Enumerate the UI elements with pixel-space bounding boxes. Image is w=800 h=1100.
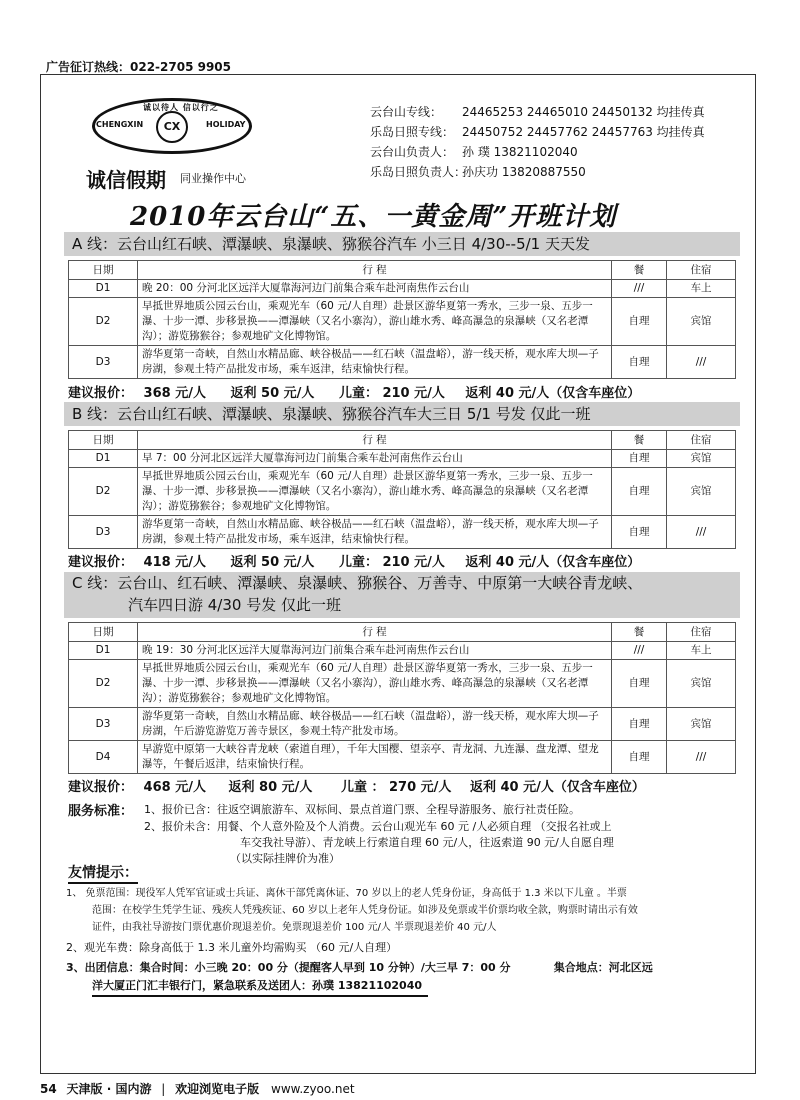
- contact-value: 24465253 24465010 24450132 均挂传真: [462, 105, 705, 119]
- table-row: [69, 298, 736, 346]
- adult-price: 468 元/人: [143, 780, 206, 795]
- table-row: [69, 280, 736, 298]
- itinerary-cell: 晚 19：30 分河北区远洋大厦靠海河边门前集合乘车赴河南焦作云台山: [138, 642, 612, 660]
- stay-cell: ///: [667, 346, 736, 379]
- tip-free-ticket: 1、 免票范围：现役军人凭军官证或士兵证、离休干部凭离休证、70 岁以上的老人凭身份证，身高低于 1.3 米以下儿童 。半票: [66, 888, 627, 899]
- meal-cell: ///: [612, 642, 667, 660]
- itinerary-cell: 游华夏第一奇峡，自然山水精品廊、峡谷极品——红石峡（温盘峪），游一线天桥，观水库大坝—子房湖，参观土特产品批发市场，乘车返津，结束愉快行程。: [138, 516, 612, 549]
- meal-cell: 自理: [612, 450, 667, 468]
- line-c-title: [64, 572, 740, 618]
- header-itinerary: 行 程: [138, 261, 612, 280]
- stay-cell: 宾馆: [667, 660, 736, 708]
- child-price: 儿童： 210 元/人: [338, 386, 445, 401]
- child-rebate: 返利 40 元/人（仅含车座位）: [465, 386, 641, 401]
- tip-contact-text: 洋大厦正门汇丰银行门，紧急联系及送团人：孙璞 13821102040: [92, 979, 423, 992]
- line-a-itinerary-table: [68, 260, 736, 379]
- page-footer: [40, 1080, 355, 1097]
- table-row: [69, 660, 736, 708]
- header-stay: 住宿: [667, 431, 736, 450]
- logo-seal-text: 诚以待人 信以行之: [143, 103, 219, 112]
- meal-cell: ///: [612, 280, 667, 298]
- line-b-price: [68, 551, 640, 570]
- meal-cell: 自理: [612, 741, 667, 774]
- line-c-itinerary-table: [68, 622, 736, 774]
- header-day: 日期: [69, 261, 138, 280]
- line-b-itinerary-table: [68, 430, 736, 549]
- day-cell: D2: [69, 468, 138, 516]
- contact-value: 24450752 24457762 24457763 均挂传真: [462, 125, 705, 139]
- contact-label: 乐岛日照负责人：: [370, 165, 467, 179]
- header-stay: 住宿: [667, 261, 736, 280]
- table-header-row: [69, 623, 736, 642]
- header-itinerary: 行 程: [138, 431, 612, 450]
- header-itinerary: 行 程: [138, 623, 612, 642]
- page-title-banner: 2010年云台山“五、一黄金周”开班计划: [130, 202, 617, 232]
- line-a-price: [68, 382, 640, 401]
- table-row: [69, 516, 736, 549]
- tip-half-ticket: 范围：在校学生凭学生证、残疾人凭残疾证、60 岁以上老年人凭身份证。如涉及免票或半价票均收全款，购票时请出示有效: [92, 905, 638, 916]
- child-price: 儿童 ： 270 元/人: [340, 780, 452, 795]
- stay-cell: 宾馆: [667, 298, 736, 346]
- meal-cell: 自理: [612, 468, 667, 516]
- contact-value: 孙庆功 13820887550: [462, 165, 586, 179]
- tip-departure-time: 3、出团信息：集合时间：小三晚 20：00 分（提醒客人早到 10 分钟）/大三早 7：00 分: [66, 961, 511, 974]
- tips-title: 友情提示：: [68, 862, 138, 884]
- day-cell: D3: [69, 516, 138, 549]
- table-header-row: [69, 261, 736, 280]
- tip-contact: [92, 978, 428, 997]
- contact-value: 孙 璞 13821102040: [462, 145, 578, 159]
- contact-row: [370, 122, 705, 142]
- child-rebate: 返利 40 元/人（仅含车座位）: [465, 555, 641, 570]
- table-row: [69, 346, 736, 379]
- price-label: 建议报价：: [68, 555, 134, 570]
- service-included: 1、报价已含：往返空调旅游车、双标间、景点首道门票、全程导游服务、旅行社责任险。: [144, 803, 580, 816]
- tip-refund: 证件，由我社导游按门票优惠价现退差价。免票现退差价 100 元/人 半票现退差价 40 元/人: [92, 922, 497, 933]
- footer-divider: |: [161, 1082, 166, 1096]
- itinerary-cell: 晚 20：00 分河北区远洋大厦靠海河边门前集合乘车赴河南焦作云台山: [138, 280, 612, 298]
- contact-row: [370, 102, 705, 122]
- line-c-title-line1: C 线：云台山、红石峡、潭瀑峡、泉瀑峡、猕猴谷、万善寺、中原第一大峡谷青龙峡、: [72, 574, 643, 592]
- brand-name: 诚信假期: [86, 168, 166, 192]
- day-cell: D4: [69, 741, 138, 774]
- header-day: 日期: [69, 431, 138, 450]
- day-cell: D2: [69, 660, 138, 708]
- header-meal: 餐: [612, 261, 667, 280]
- price-label: 建议报价：: [68, 780, 134, 795]
- service-excluded-cont: 车交我社导游）、青龙峡上行索道自理 60 元/人，往返索道 90 元/人自愿自理: [240, 836, 614, 849]
- line-c-price: [68, 776, 645, 795]
- stay-cell: 宾馆: [667, 708, 736, 741]
- service-excluded: 2、报价未含：用餐、个人意外险及个人消费。云台山观光车 60 元 /人必须自理 （交报名社或上: [144, 820, 612, 833]
- logo-text-left: CHENGXIN: [96, 120, 144, 129]
- edition-label: 天津版 · 国内游: [66, 1082, 152, 1096]
- meal-cell: 自理: [612, 708, 667, 741]
- adult-rebate: 返利 80 元/人: [228, 780, 313, 795]
- adult-price: 368 元/人: [143, 386, 206, 401]
- service-standard-title: 服务标准：: [68, 804, 134, 819]
- day-cell: D3: [69, 708, 138, 741]
- child-rebate: 返利 40 元/人（仅含车座位）: [469, 780, 645, 795]
- meal-cell: 自理: [612, 346, 667, 379]
- stay-cell: ///: [667, 516, 736, 549]
- table-row: [69, 708, 736, 741]
- contact-row: [370, 142, 705, 162]
- table-row: [69, 450, 736, 468]
- footer-slogan: 欢迎浏览电子版: [175, 1082, 260, 1096]
- meal-cell: 自理: [612, 516, 667, 549]
- header-meal: 餐: [612, 431, 667, 450]
- logo-text-right: HOLIDAY: [206, 120, 246, 129]
- service-note: （以实际挂牌价为准）: [230, 852, 340, 865]
- contact-label: 乐岛日照专线：: [370, 125, 455, 139]
- contact-list: [370, 102, 705, 182]
- line-b-title: B 线：云台山红石峡、潭瀑峡、泉瀑峡、猕猴谷汽车大三日 5/1 号发 仅此一班: [64, 402, 740, 426]
- line-c-title-line2: 汽车四日游 4/30 号发 仅此一班: [128, 596, 341, 614]
- table-header-row: [69, 431, 736, 450]
- header-day: 日期: [69, 623, 138, 642]
- child-price: 儿童： 210 元/人: [338, 555, 445, 570]
- day-cell: D3: [69, 346, 138, 379]
- brand-subtitle: 同业操作中心: [180, 172, 246, 185]
- line-a-title: A 线：云台山红石峡、潭瀑峡、泉瀑峡、猕猴谷汽车 小三日 4/30--5/1 天天发: [64, 232, 740, 256]
- meal-cell: 自理: [612, 660, 667, 708]
- day-cell: D1: [69, 642, 138, 660]
- stay-cell: 宾馆: [667, 450, 736, 468]
- day-cell: D1: [69, 450, 138, 468]
- tip-departure-place: 集合地点：河北区远: [553, 961, 653, 974]
- header-meal: 餐: [612, 623, 667, 642]
- table-row: [69, 741, 736, 774]
- adult-rebate: 返利 50 元/人: [230, 555, 315, 570]
- meal-cell: 自理: [612, 298, 667, 346]
- footer-url[interactable]: www.zyoo.net: [271, 1082, 355, 1096]
- itinerary-cell: 早抵世界地质公园云台山，乘观光车（60 元/人自理）赴景区游华夏第一秀水，三步一泉、五步一瀑、十步一潭、步移景换——潭瀑峡（又名小寨沟），游山雄水秀、峰高瀑急的泉瀑峡（又名老潭沟）；游览猕猴谷；参观地矿文化博物馆。: [138, 468, 612, 516]
- contact-label: 云台山负责人：: [370, 145, 455, 159]
- contact-row: [370, 162, 705, 182]
- table-row: [69, 468, 736, 516]
- itinerary-cell: 游华夏第一奇峡，自然山水精品廊、峡谷极品——红石峡（温盘峪），游一线天桥，观水库大坝—子房湖，参观土特产品批发市场，乘车返津，结束愉快行程。: [138, 346, 612, 379]
- ad-hotline: 广告征订热线：022-2705 9905: [46, 60, 232, 74]
- table-row: [69, 642, 736, 660]
- itinerary-cell: 早游览中原第一大峡谷青龙峡（索道自理），千年大国樱、望亲亭、青龙洞、九连瀑、盘龙潭、望龙瀑等，午餐后返津，结束愉快行程。: [138, 741, 612, 774]
- itinerary-cell: 早抵世界地质公园云台山，乘观光车（60 元/人自理）赴景区游华夏第一秀水，三步一泉、五步一瀑、十步一潭、步移景换——潭瀑峡（又名小寨沟），游山雄水秀、峰高瀑急的泉瀑峡（又名老潭沟）；游览猕猴谷；参观地矿文化博物馆。: [138, 298, 612, 346]
- adult-rebate: 返利 50 元/人: [230, 386, 315, 401]
- adult-price: 418 元/人: [143, 555, 206, 570]
- itinerary-cell: 早 7：00 分河北区远洋大厦靠海河边门前集合乘车赴河南焦作云台山: [138, 450, 612, 468]
- page-number: 54: [40, 1082, 57, 1096]
- day-cell: D1: [69, 280, 138, 298]
- logo-cx-mark: CX: [156, 111, 188, 143]
- price-label: 建议报价：: [68, 386, 134, 401]
- stay-cell: 宾馆: [667, 468, 736, 516]
- tip-departure: [66, 960, 653, 977]
- itinerary-cell: 早抵世界地质公园云台山，乘观光车（60 元/人自理）赴景区游华夏第一秀水，三步一泉、五步一瀑、十步一潭、步移景换——潭瀑峡（又名小寨沟），游山雄水秀、峰高瀑急的泉瀑峡（又名老潭沟）；游览猕猴谷；参观地矿文化博物馆。: [138, 660, 612, 708]
- stay-cell: 车上: [667, 642, 736, 660]
- itinerary-cell: 游华夏第一奇峡，自然山水精品廊、峡谷极品——红石峡（温盘峪），游一线天桥，观水库大坝—子房湖，午后游览游览万善寺景区，参观土特产批发市场。: [138, 708, 612, 741]
- tip-shuttle-fee: 2、观光车费：除身高低于 1.3 米儿童外均需购买 （60 元/人自理）: [66, 941, 398, 954]
- stay-cell: ///: [667, 741, 736, 774]
- contact-label: 云台山专线：: [370, 105, 443, 119]
- day-cell: D2: [69, 298, 138, 346]
- header-stay: 住宿: [667, 623, 736, 642]
- stay-cell: 车上: [667, 280, 736, 298]
